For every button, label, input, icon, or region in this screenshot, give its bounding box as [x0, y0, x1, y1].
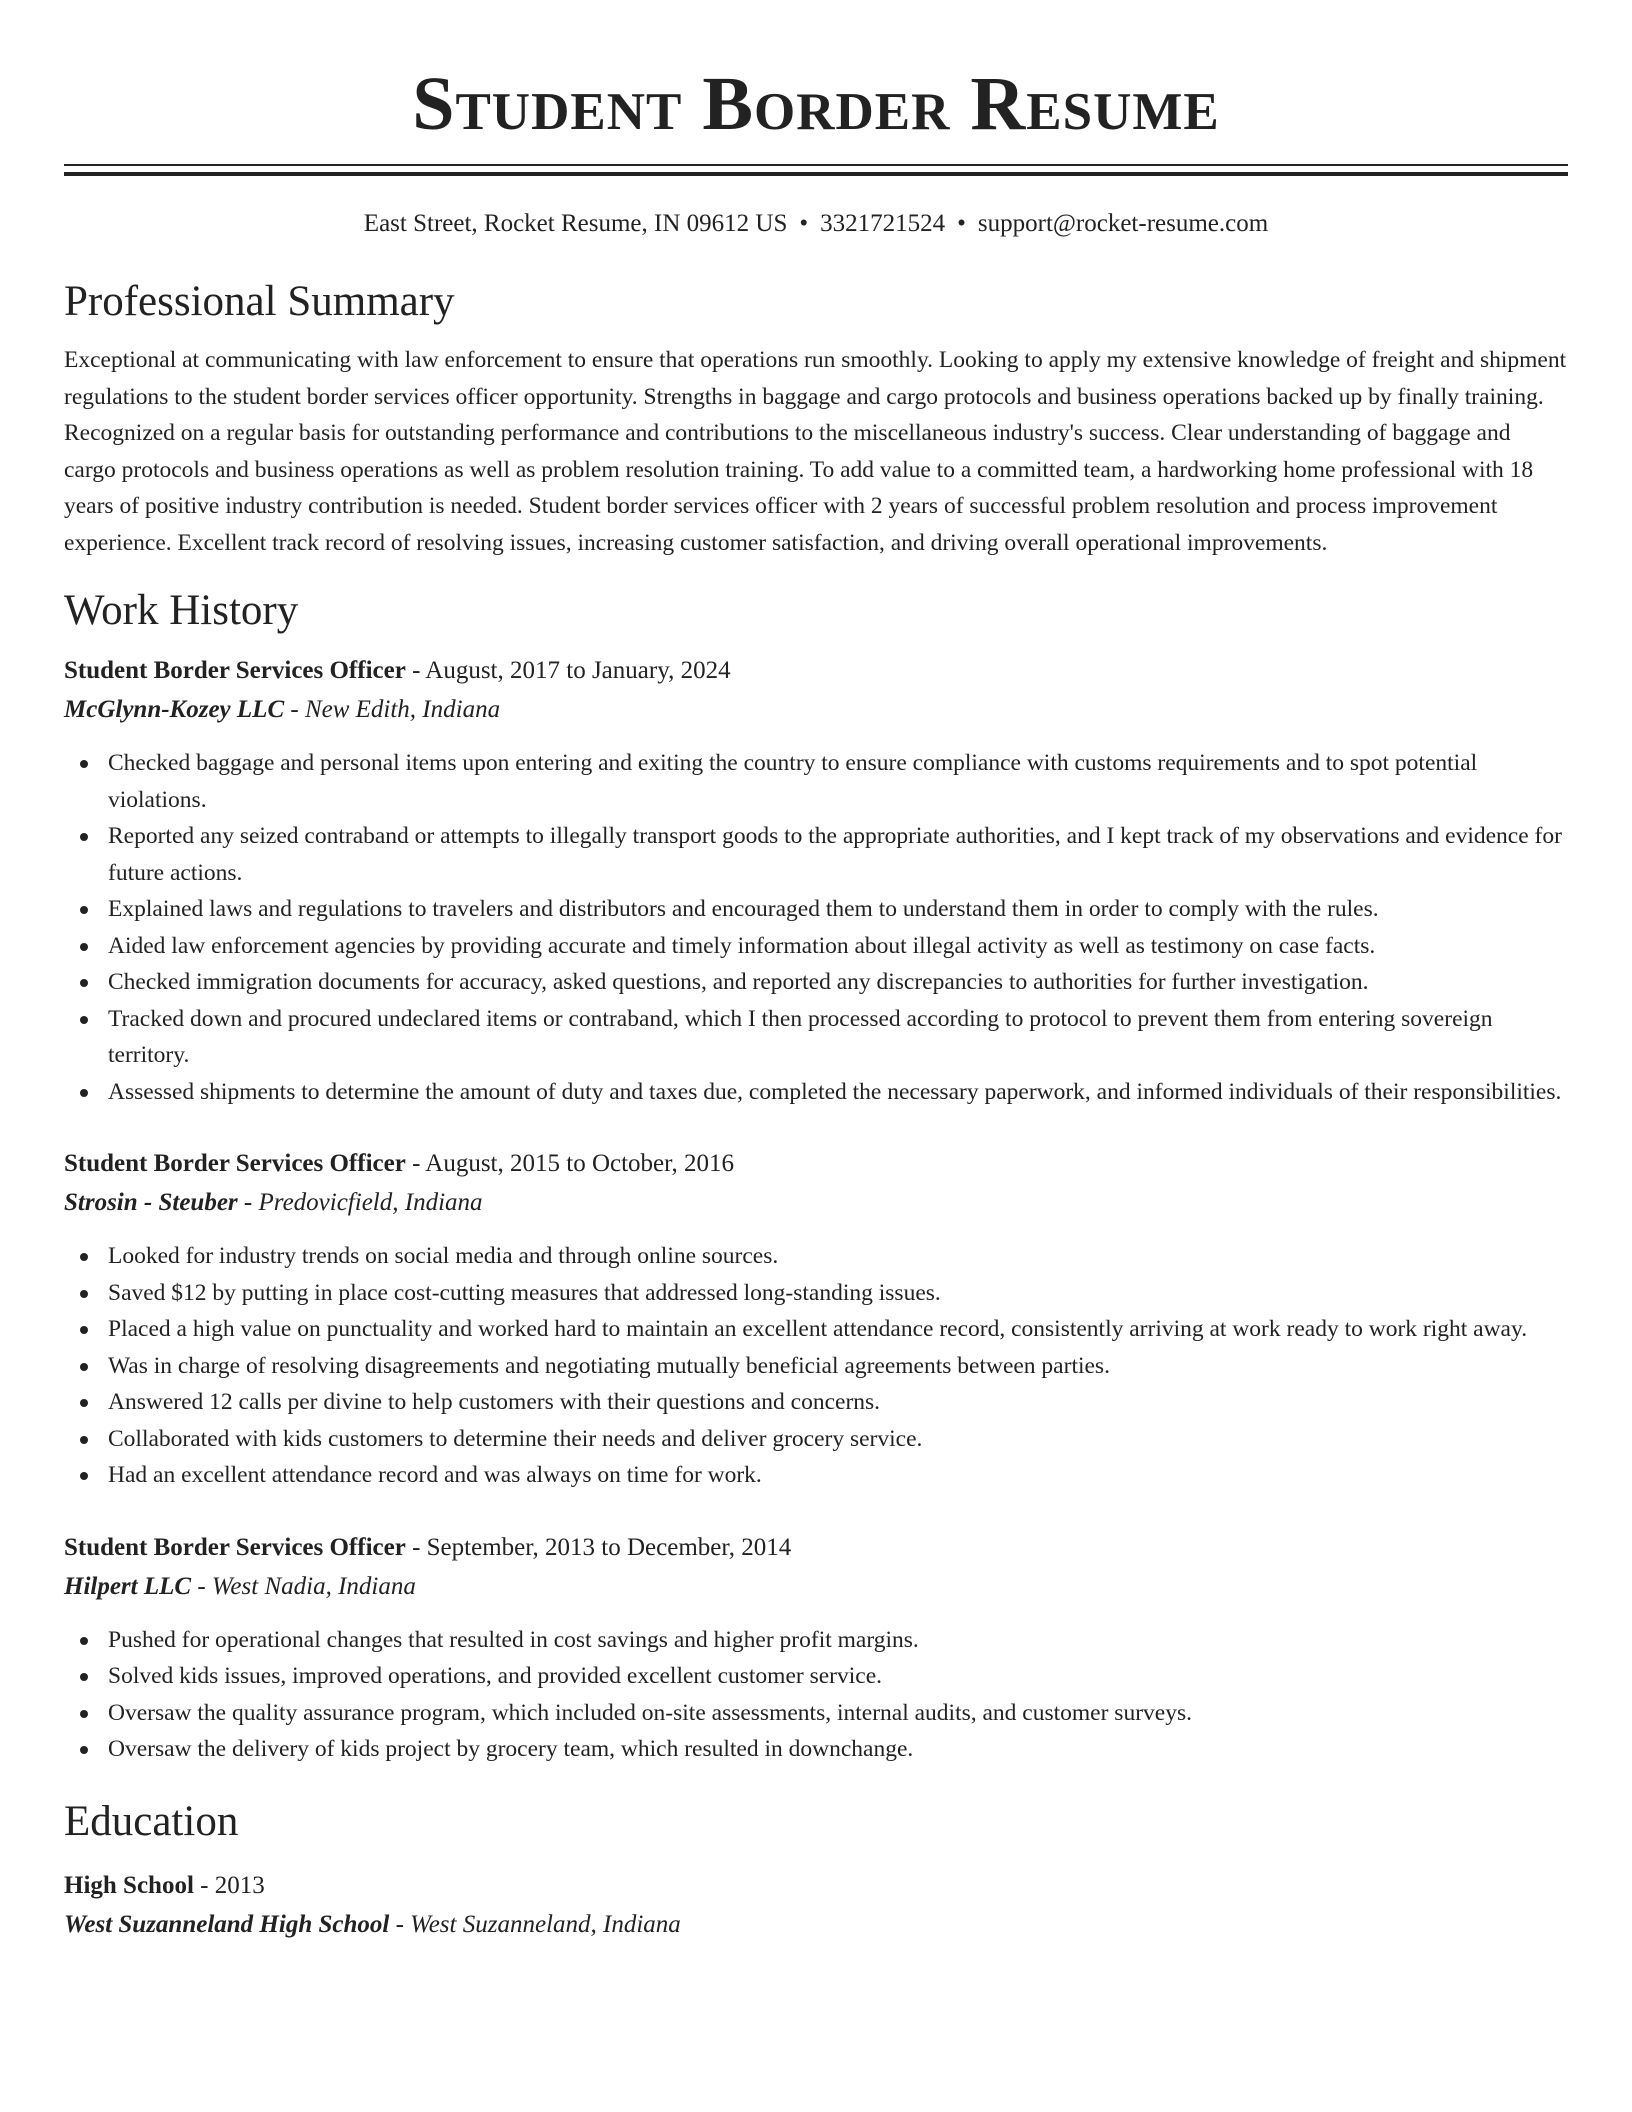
bullet-dot-icon [80, 833, 88, 841]
bullet-dot-icon [80, 1710, 88, 1718]
job-bullet-list [64, 745, 1568, 1110]
list-item [108, 1695, 1568, 1732]
bullet-text: Looked for industry trends on social media and through online sources. [108, 1243, 779, 1269]
bullet-text: Pushed for operational changes that resulted in cost savings and higher profit margins. [108, 1626, 919, 1653]
summary-text: Exceptional at communicating with law enforcement to ensure that operations run smoothly. Looking to apply my extensive knowledge of freight and shipment regulations to the student border services officer opportunity. Strengths in baggage and cargo protocols and business operations backed up by finally training. Recognized on a regular basis for outstanding performance and contributions to the miscellaneous industry's success. Clear understanding of baggage and cargo protocols and business operations as well as problem resolution training. To add value to a committed team, a hardworking home professional with 18 years of positive industry contribution is needed. Student border services officer with 2 years of successful problem resolution and process improvement experience. Excellent track record of resolving issues, increasing customer satisfaction, and driving overall operational improvements. [64, 347, 1567, 556]
education-school: West Suzanneland High School [64, 1910, 390, 1938]
title-divider-thin [64, 164, 1568, 166]
job-dates: - August, 2015 to October, 2016 [405, 1150, 734, 1177]
list-item [108, 818, 1568, 891]
list-item [108, 964, 1568, 1001]
job-bullet-list [64, 1622, 1568, 1768]
job-title-line [64, 1528, 1568, 1567]
title-divider-thick [64, 172, 1568, 176]
bullet-dot-icon [80, 1326, 88, 1334]
work-history-list [64, 651, 1568, 1768]
contact-phone: 3321721524 [820, 210, 946, 237]
work-history-heading: Work History [64, 587, 299, 634]
bullet-dot-icon [80, 1472, 88, 1480]
contact-line [64, 208, 1568, 240]
bullet-dot-icon [80, 906, 88, 914]
list-item [108, 1384, 1568, 1421]
bullet-text: Was in charge of resolving disagreements and negotiating mutually beneficial agreements between parties. [108, 1352, 1110, 1379]
job-title-line [64, 1144, 1568, 1183]
contact-address: East Street, Rocket Resume, IN 09612 US [363, 210, 788, 237]
job-title-line [64, 651, 1568, 690]
resume-title: Student Border Resume [412, 62, 1220, 146]
list-item [108, 891, 1568, 928]
bullet-text: Reported any seized contraband or attempts to illegally transport goods to the appropriate authorities, and I kept track of my observations and evidence for future actions. [108, 823, 1562, 886]
bullet-text: Tracked down and procured undeclared items or contraband, which I then processed according to protocol to prevent them from entering sovereign territory. [108, 1005, 1493, 1068]
bullet-dot-icon [80, 979, 88, 987]
contact-email: support@rocket-resume.com [977, 210, 1269, 237]
list-item [108, 1275, 1568, 1312]
job-location: - New Edith, Indiana [284, 696, 501, 723]
job-dates: - September, 2013 to December, 2014 [405, 1533, 792, 1561]
education-location: - West Suzanneland, Indiana [389, 1910, 681, 1938]
job-title: Student Border Services Officer [64, 657, 406, 684]
education-degree-line [64, 1866, 1568, 1905]
bullet-dot-icon [80, 1253, 88, 1261]
summary-heading: Professional Summary [64, 278, 455, 325]
bullet-dot-icon [80, 1016, 88, 1024]
list-item [108, 1421, 1568, 1458]
job-company: Strosin - Steuber [64, 1189, 238, 1216]
bullet-text: Answered 12 calls per divine to help customers with their questions and concerns. [108, 1389, 881, 1415]
bullet-dot-icon [80, 1746, 88, 1754]
bullet-dot-icon [80, 1290, 88, 1298]
contact-separator: • [957, 210, 966, 237]
bullet-dot-icon [80, 1637, 88, 1645]
bullet-dot-icon [80, 1363, 88, 1371]
list-item [108, 1311, 1568, 1348]
contact-separator: • [799, 210, 809, 237]
list-item [108, 1457, 1568, 1494]
job-company-line [64, 1567, 1568, 1606]
job-bullet-list [64, 1238, 1568, 1494]
job-location: - West Nadia, Indiana [191, 1572, 416, 1600]
education-degree: High School [64, 1871, 194, 1899]
bullet-text: Explained laws and regulations to travelers and distributors and encouraged them to understand them in order to comply with the rules. [108, 896, 1379, 922]
job-location: - Predovicfield, Indiana [237, 1189, 483, 1216]
job-company-line [64, 690, 1568, 729]
education-year: - 2013 [193, 1871, 265, 1899]
bullet-text: Had an excellent attendance record and was always on time for work. [108, 1462, 762, 1488]
bullet-dot-icon [80, 760, 88, 768]
bullet-dot-icon [80, 1436, 88, 1444]
bullet-text: Assessed shipments to determine the amount of duty and taxes due, completed the necessary paperwork, and informed individuals of their responsibilities. [108, 1078, 1562, 1105]
job-company-line [64, 1183, 1568, 1222]
bullet-text: Collaborated with kids customers to determine their needs and deliver grocery service. [108, 1425, 923, 1452]
job-entry [64, 1144, 1568, 1494]
list-item [108, 1001, 1568, 1074]
bullet-text: Saved $12 by putting in place cost-cutting measures that addressed long-standing issues. [108, 1279, 941, 1306]
bullet-dot-icon [80, 1673, 88, 1681]
bullet-dot-icon [80, 1399, 88, 1407]
education-heading: Education [64, 1797, 239, 1845]
job-entry [64, 651, 1568, 1110]
list-item [108, 1622, 1568, 1659]
list-item [108, 928, 1568, 965]
list-item [108, 1731, 1568, 1768]
bullet-text: Aided law enforcement agencies by providing accurate and timely information about illegal activity as well as testimony on case facts. [108, 932, 1376, 959]
bullet-dot-icon [80, 943, 88, 951]
list-item [108, 1348, 1568, 1385]
job-title: Student Border Services Officer [64, 1533, 406, 1561]
job-company: Hilpert LLC [64, 1572, 192, 1600]
education-school-line [64, 1905, 1568, 1944]
bullet-text: Oversaw the delivery of kids project by grocery team, which resulted in downchange. [108, 1736, 914, 1762]
list-item [108, 1658, 1568, 1695]
list-item [108, 1238, 1568, 1275]
job-entry [64, 1528, 1568, 1768]
job-dates: - August, 2017 to January, 2024 [405, 657, 731, 684]
list-item [108, 745, 1568, 818]
job-title: Student Border Services Officer [64, 1150, 406, 1177]
bullet-text: Solved kids issues, improved operations, and provided excellent customer service. [108, 1663, 883, 1689]
bullet-text: Placed a high value on punctuality and worked hard to maintain an excellent attendance record, consistently arriving at work ready to work right away. [108, 1316, 1528, 1342]
bullet-text: Checked baggage and personal items upon entering and exiting the country to ensure compliance with customs requirements and to spot potential violations. [108, 750, 1478, 813]
bullet-dot-icon [80, 1089, 88, 1097]
list-item [108, 1074, 1568, 1111]
bullet-text: Oversaw the quality assurance program, which included on-site assessments, internal audits, and customer surveys. [108, 1699, 1192, 1726]
job-company: McGlynn-Kozey LLC [64, 696, 285, 723]
bullet-text: Checked immigration documents for accuracy, asked questions, and reported any discrepancies to authorities for further investigation. [108, 969, 1369, 995]
